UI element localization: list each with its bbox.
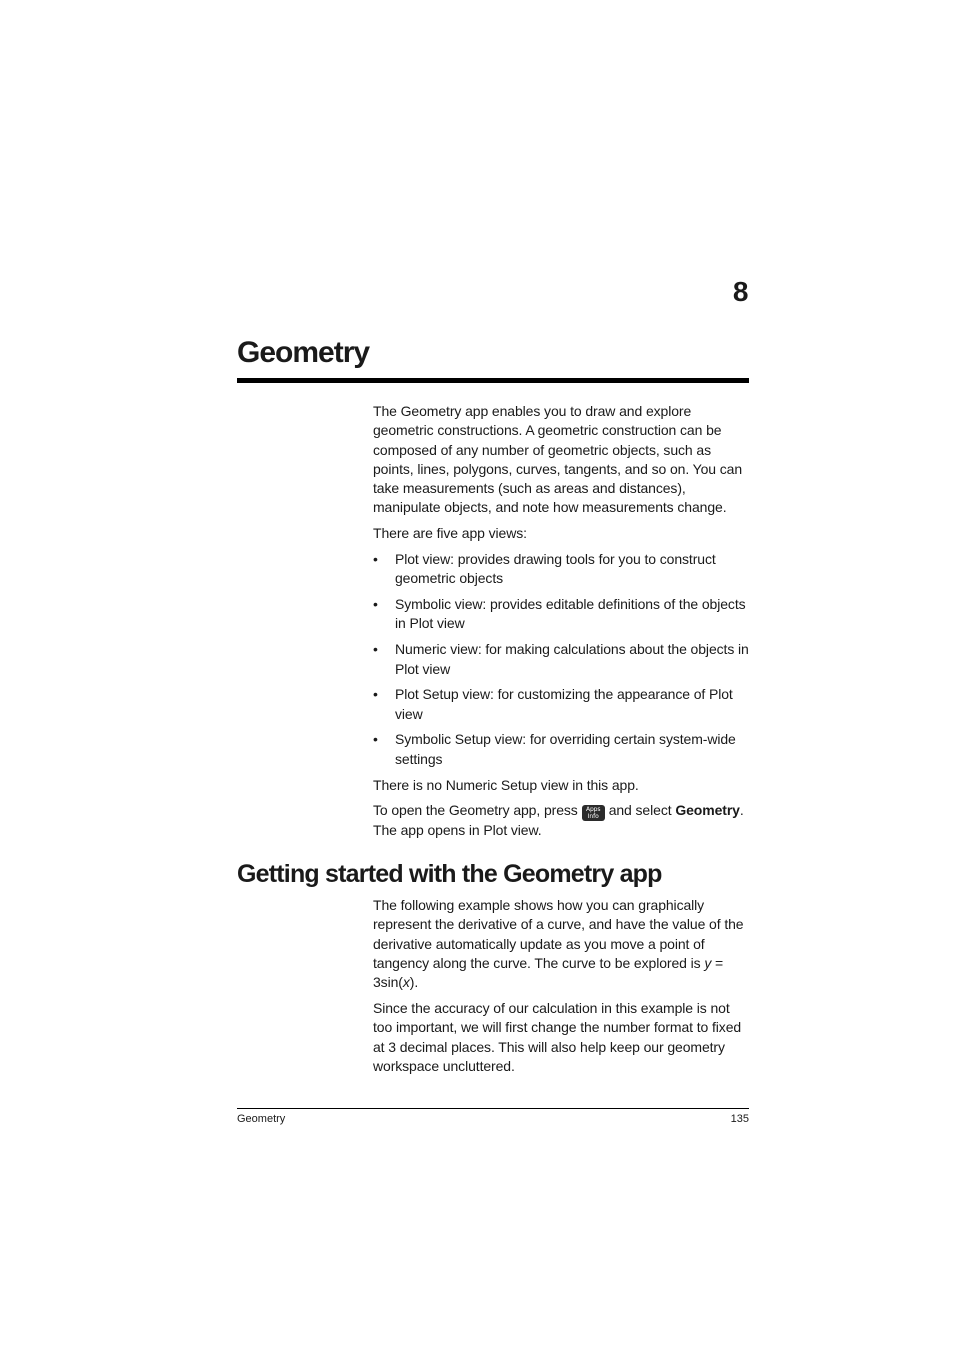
chapter-title: Geometry	[237, 336, 370, 369]
app-name-bold: Geometry	[675, 802, 740, 819]
no-numeric-setup-paragraph: There is no Numeric Setup view in this app.	[373, 776, 639, 793]
example-text: The following example shows how you can graphically represent the derivative of a curve, and have the value of the derivative automatically update as you move a point of tangency along the curve. The curve to be explored is	[373, 897, 744, 971]
app-views-list	[373, 550, 749, 769]
variable-y: y	[704, 954, 712, 971]
section-heading: Getting started with the Geometry app	[237, 860, 662, 888]
example-paragraph	[373, 896, 749, 992]
list-item	[373, 550, 749, 589]
bullet-icon: •	[373, 596, 378, 613]
apps-key-icon	[582, 805, 605, 821]
section-text	[373, 896, 749, 1083]
bullet-icon: •	[373, 641, 378, 658]
open-app-paragraph	[373, 801, 749, 840]
list-item	[373, 640, 749, 679]
list-item	[373, 685, 749, 724]
intro-paragraph: The Geometry app enables you to draw and explore geometric constructions. A geometric construction can be composed of any number of geometric objects, such as points, lines, polygons, curves, tangents, and so on. You can take measurements (such as areas and distances), manipulate objects, and note how measurements change.	[373, 403, 743, 516]
intro-text	[373, 402, 749, 847]
open-app-text: To open the Geometry app, press	[373, 802, 578, 819]
views-lead-paragraph: There are five app views:	[373, 525, 527, 542]
variable-x: x	[402, 974, 410, 991]
footer-rule	[237, 1108, 749, 1109]
chapter-title-rule	[237, 378, 749, 383]
list-item-text: Numeric view: for making calculations about the objects in Plot view	[395, 641, 749, 677]
page-number: 135	[730, 1113, 749, 1125]
bullet-icon: •	[373, 731, 378, 748]
apps-key-label: Apps	[585, 806, 601, 814]
list-item-text: Symbolic view: provides editable definitions of the objects in Plot view	[395, 596, 746, 632]
bullet-icon: •	[373, 686, 378, 703]
example-text: ).	[409, 974, 419, 991]
open-app-text: . The app opens in Plot view.	[373, 802, 744, 839]
list-item	[373, 595, 749, 634]
list-item-text: Symbolic Setup view: for overriding certain system-wide settings	[395, 731, 736, 767]
bullet-icon: •	[373, 551, 378, 568]
list-item-text: Plot view: provides drawing tools for you to construct geometric objects	[395, 551, 716, 587]
accuracy-paragraph: Since the accuracy of our calculation in this example is not too important, we will first change the number format to fixed at 3 decimal places. This will also help keep our geometry workspace uncluttered.	[373, 999, 742, 1074]
footer-section-name: Geometry	[237, 1113, 286, 1125]
chapter-number: 8	[732, 276, 748, 307]
list-item-text: Plot Setup view: for customizing the appearance of Plot view	[395, 686, 733, 722]
list-item	[373, 730, 749, 769]
example-text: = 3sin(	[373, 954, 724, 991]
info-key-label: Info	[587, 813, 599, 821]
open-app-text: and select	[608, 802, 672, 819]
